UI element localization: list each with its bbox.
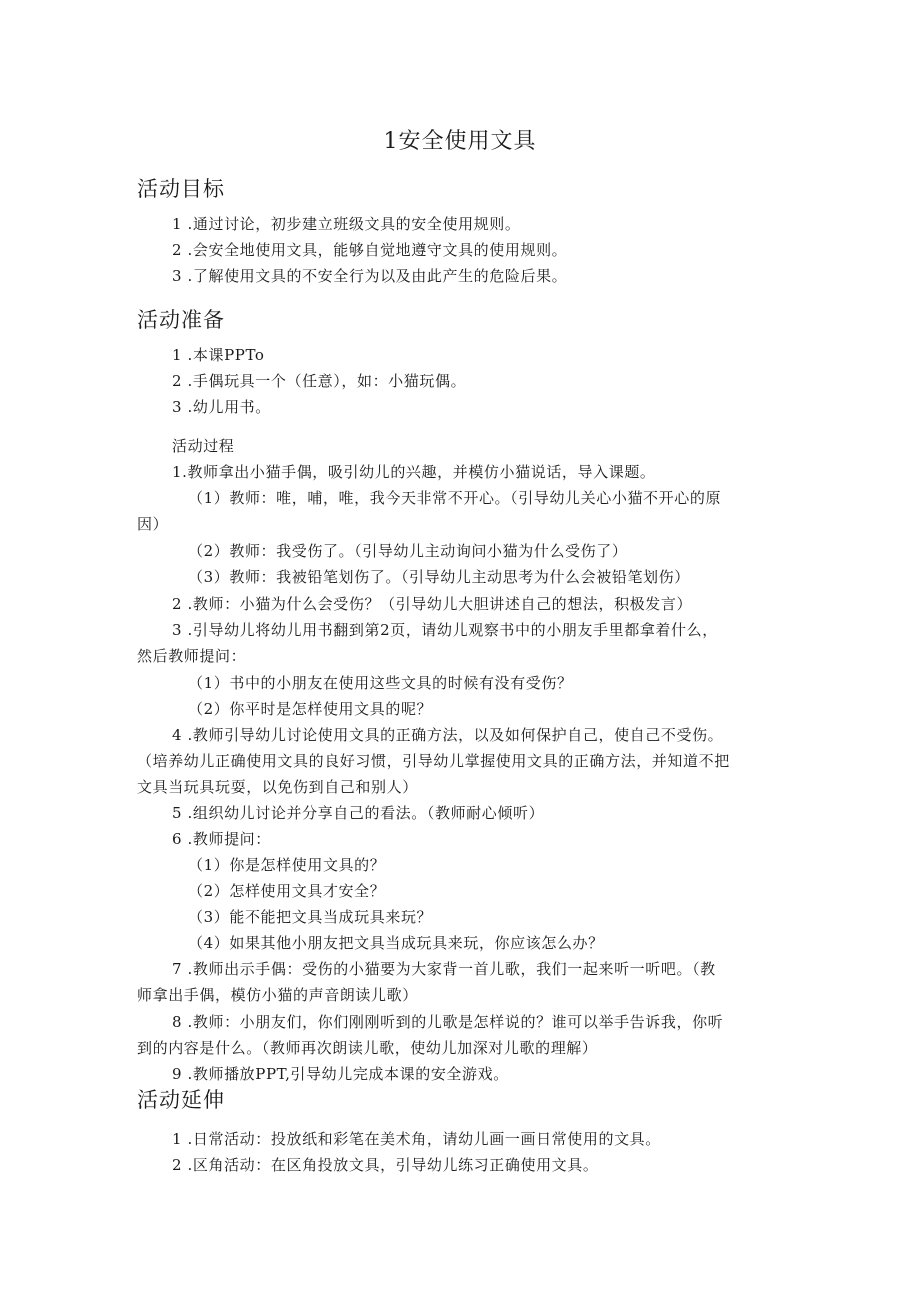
process-line: （1）教师：唯，哺，唯，我今天非常不开心。（引导幼儿关心小猫不开心的原 [188, 489, 722, 507]
process-line: 然后教师提问： [137, 647, 247, 665]
process-line: （1）书中的小朋友在使用这些文具的时候有没有受伤？ [188, 674, 573, 692]
process-line: 4 .教师引导幼儿讨论使用文具的正确方法，以及如何保护自己，使自己不受伤。 [172, 726, 724, 744]
process-line: （2）怎样使用文具才安全？ [188, 882, 386, 900]
process-line: 9 .教师播放PPT,引导幼儿完成本课的安全游戏。 [172, 1065, 509, 1083]
process-line: 6 .教师提问： [172, 830, 271, 848]
document-title: 1安全使用文具 [383, 129, 537, 154]
process-line: 8 .教师：小朋友们，你们刚刚听到的儿歌是怎样说的？谁可以举手告诉我，你听 [172, 1013, 724, 1031]
goals-heading: 活动目标 [137, 177, 225, 201]
goal-item: 3 .了解使用文具的不安全行为以及由此产生的危险后果。 [172, 267, 568, 285]
extension-item: 2 .区角活动：在区角投放文具，引导幼儿练习正确使用文具。 [172, 1156, 599, 1174]
process-line: （2）你平时是怎样使用文具的呢？ [188, 700, 433, 718]
process-line: （3）能不能把文具当成玩具来玩？ [188, 908, 433, 926]
process-line: （培养幼儿正确使用文具的良好习惯，引导幼儿掌握使用文具的正确方法，并知道不把 [137, 752, 730, 770]
prep-item: 1 .本课PPTo [172, 346, 265, 364]
process-line: 到的内容是什么。（教师再次朗读儿歌，使幼儿加深对儿歌的理解） [137, 1039, 598, 1057]
process-line: 文具当玩具玩耍，以免伤到自己和别人） [137, 778, 418, 796]
process-line: 2 .教师：小猫为什么会受伤？（引导幼儿大胆讲述自己的想法，积极发言） [172, 595, 693, 613]
goal-item: 2 .会安全地使用文具，能够自觉地遵守文具的使用规则。 [172, 241, 568, 259]
prep-heading: 活动准备 [137, 308, 225, 332]
process-line: （1）你是怎样使用文具的？ [188, 856, 386, 874]
process-line: 因） [137, 515, 169, 533]
process-line: 5 .组织幼儿讨论并分享自己的看法。（教师耐心倾听） [172, 804, 545, 822]
process-line: （3）教师：我被铅笔划伤了。（引导幼儿主动思考为什么会被铅笔划伤） [188, 568, 690, 586]
process-line: 1.教师拿出小猫手偶，吸引幼儿的兴趣，并模仿小猫说话，导入课题。 [172, 463, 656, 481]
process-line: 3 .引导幼儿将幼儿用书翻到第2页，请幼儿观察书中的小朋友手里都拿着什么， [172, 621, 718, 639]
process-heading: 活动过程 [172, 437, 235, 455]
process-line: 师拿出手偶，模仿小猫的声音朗读儿歌） [137, 986, 418, 1004]
prep-item: 2 .手偶玩具一个（任意），如：小猫玩偶。 [172, 372, 467, 390]
process-line: （2）教师：我受伤了。（引导幼儿主动询问小猫为什么受伤了） [188, 542, 628, 560]
prep-item: 3 .幼儿用书。 [172, 398, 271, 416]
goal-item: 1 .通过讨论，初步建立班级文具的安全使用规则。 [172, 215, 521, 233]
extension-heading: 活动延伸 [137, 1088, 225, 1112]
extension-item: 1 .日常活动：投放纸和彩笔在美术角，请幼儿画一画日常使用的文具。 [172, 1130, 661, 1148]
process-line: 7 .教师出示手偶：受伤的小猫要为大家背一首儿歌，我们一起来听一听吧。（教 [172, 960, 716, 978]
process-line: （4）如果其他小朋友把文具当成玩具来玩，你应该怎么办？ [188, 934, 604, 952]
